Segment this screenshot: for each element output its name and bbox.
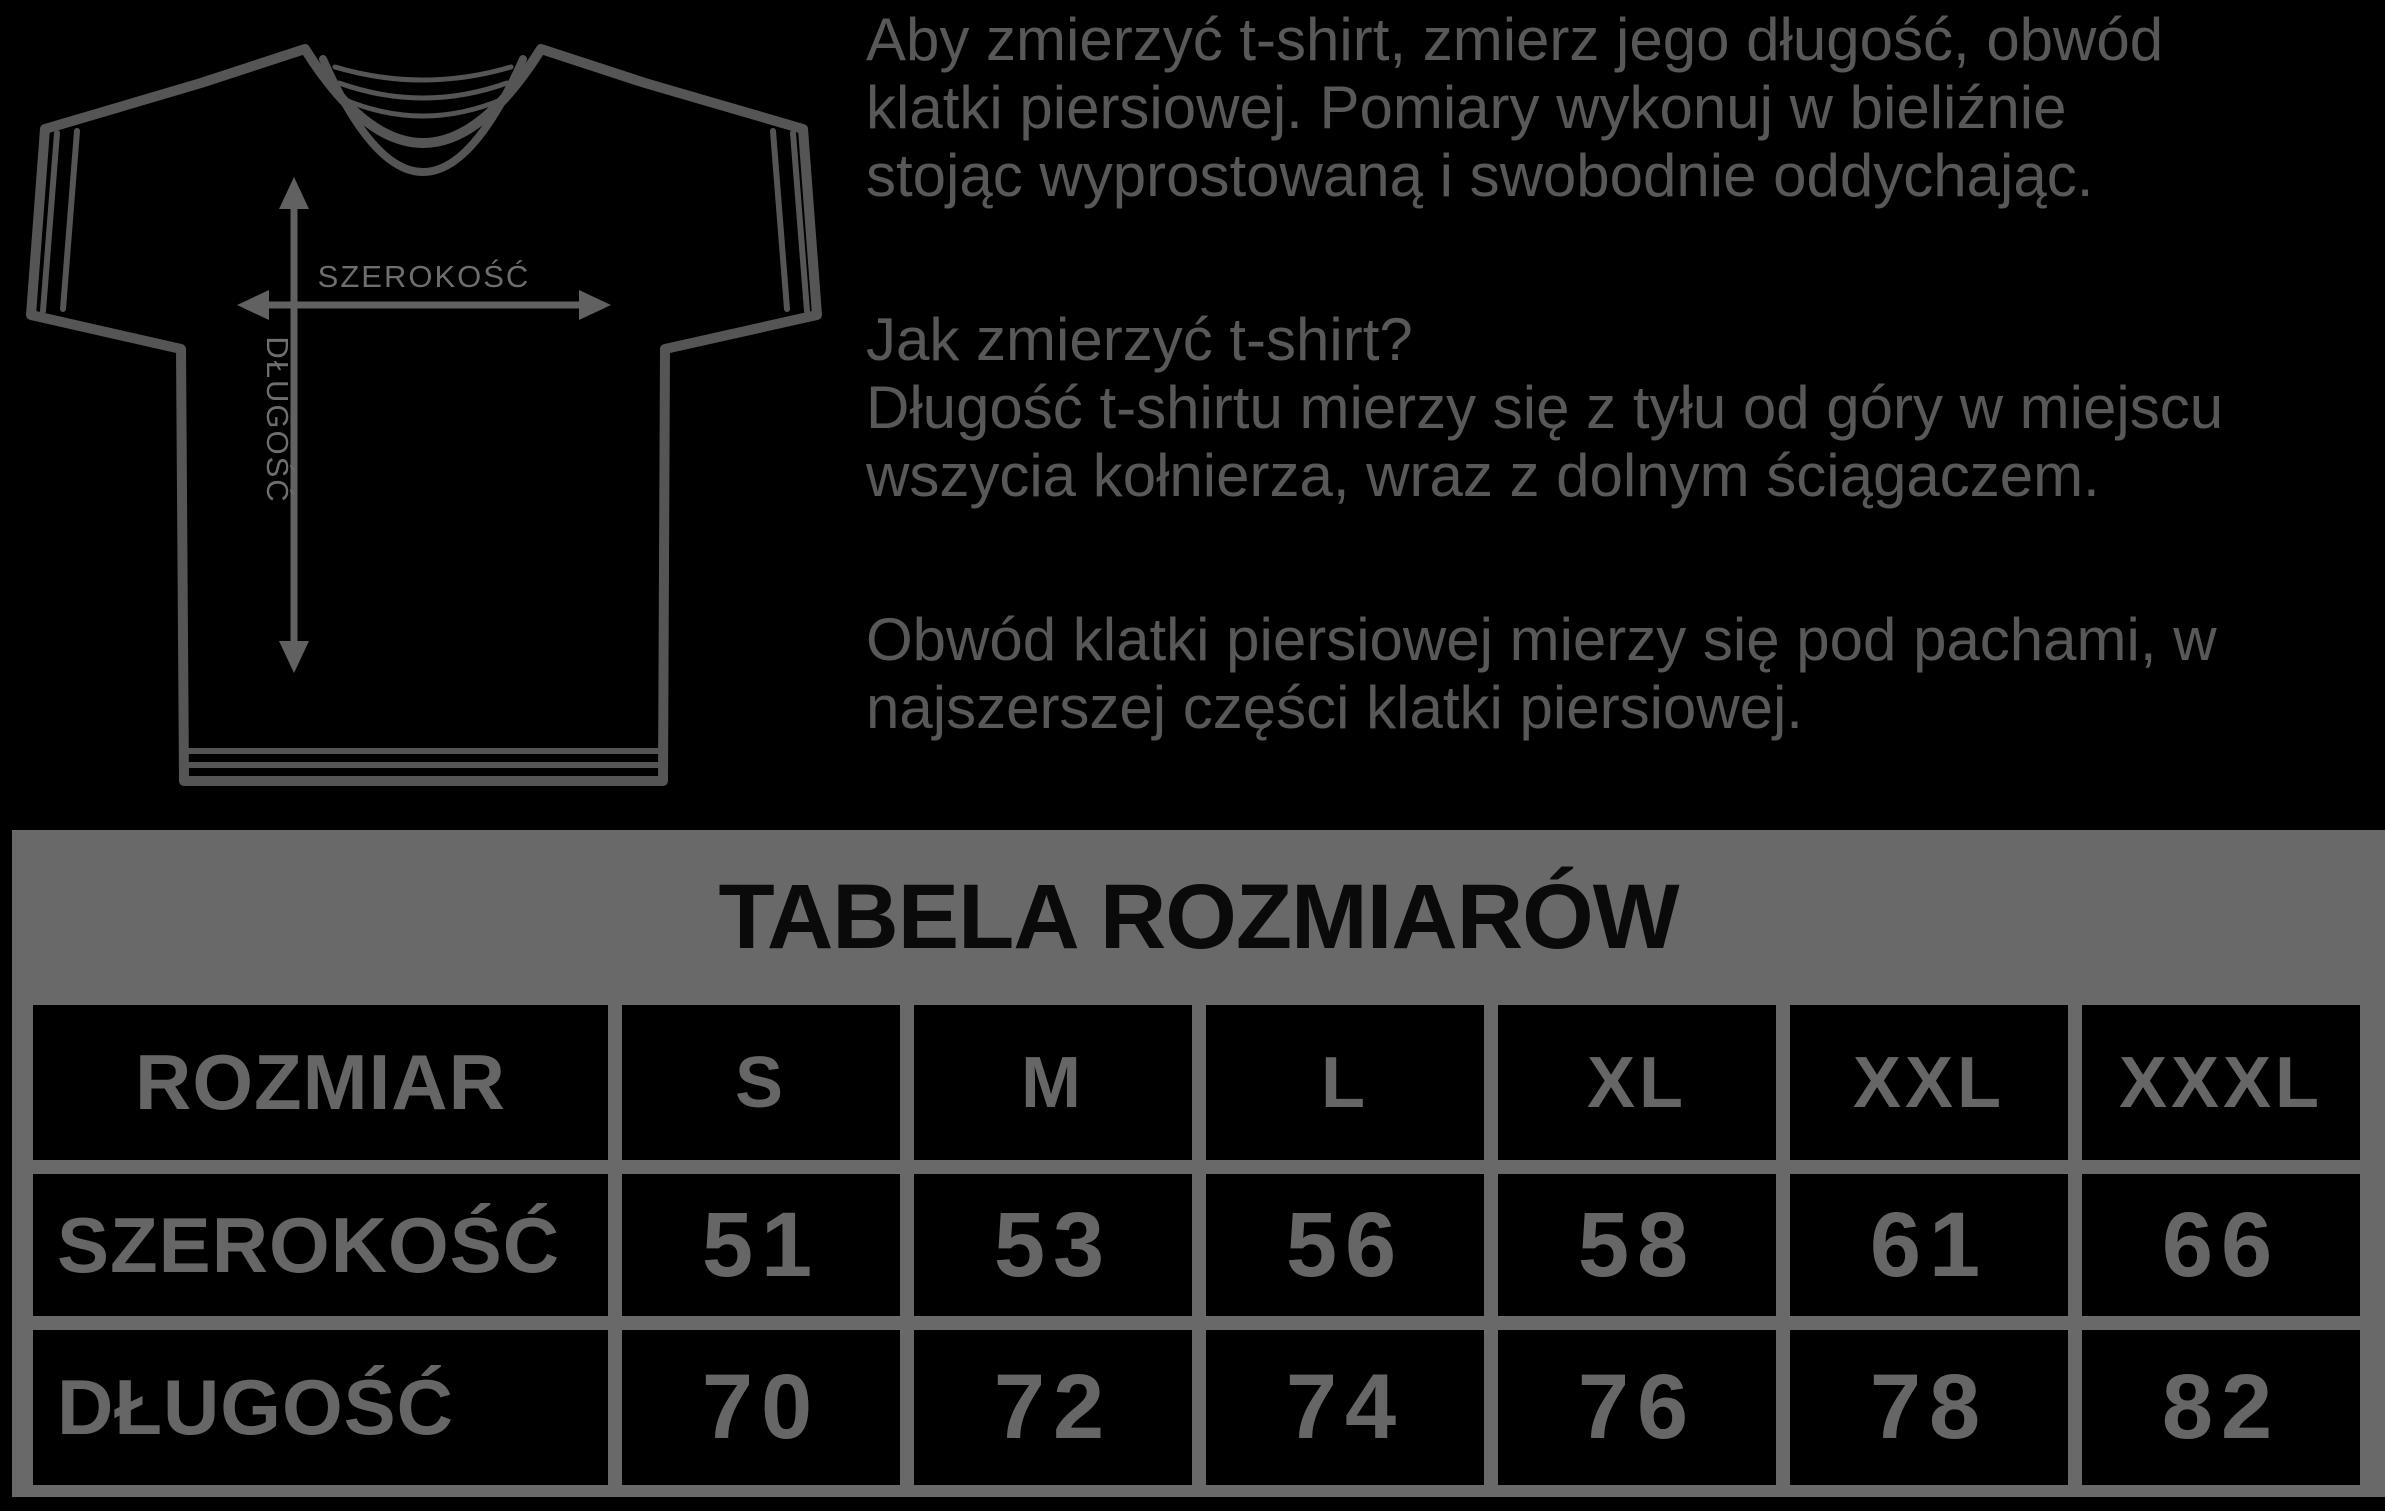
- column-header-rozmiar: ROZMIAR: [33, 1005, 608, 1160]
- collar-ribbing: [335, 67, 511, 116]
- size-header-xl: XL: [1498, 1005, 1776, 1160]
- size-table: [12, 830, 2385, 1497]
- length-value-xxl: 78: [1790, 1330, 2068, 1485]
- intro-line-1: Aby zmierzyć t-shirt, zmierz jego długość, obwód: [866, 6, 2164, 73]
- measurement-instructions: [866, 6, 2385, 742]
- length-value-s: 70: [622, 1330, 900, 1485]
- row-label-dlugosc: DŁUGOŚĆ: [33, 1330, 608, 1485]
- size-header-xxxl: XXXL: [2082, 1005, 2360, 1160]
- size-header-s: S: [622, 1005, 900, 1160]
- intro-paragraph: [866, 6, 2385, 210]
- width-value-xxl: 61: [1790, 1174, 2068, 1316]
- length-value-l: 74: [1206, 1330, 1484, 1485]
- intro-line-2: klatki piersiowej. Pomiary wykonuj w bieliźnie: [866, 74, 2067, 141]
- length-value-xxxl: 82: [2082, 1330, 2360, 1485]
- tshirt-measurement-diagram: [5, 5, 845, 805]
- size-table-title: TABELA ROZMIARÓW: [718, 866, 1679, 968]
- chest-line-2: najszerszej części klatki piersiowej.: [866, 674, 1803, 741]
- width-value-xxxl: 66: [2082, 1174, 2360, 1316]
- width-value-l: 56: [1206, 1174, 1484, 1316]
- hem-stitching: [185, 751, 663, 765]
- size-table-grid: [33, 1005, 2360, 1485]
- how-to-line-2: Długość t-shirtu mierzy się z tyłu od góry w miejscu: [866, 374, 2224, 441]
- width-value-s: 51: [622, 1174, 900, 1316]
- width-value-m: 53: [914, 1174, 1192, 1316]
- chest-line-1: Obwód klatki piersiowej mierzy się pod pachami, w: [866, 606, 2217, 673]
- size-header-l: L: [1206, 1005, 1484, 1160]
- how-to-paragraph: [866, 306, 2385, 510]
- tshirt-outline: [31, 49, 817, 781]
- width-value-xl: 58: [1498, 1174, 1776, 1316]
- left-cuff-stitching: [43, 131, 77, 311]
- size-header-m: M: [914, 1005, 1192, 1160]
- how-to-line-3: wszycia kołnierza, wraz z dolnym ściągaczem.: [866, 442, 2100, 509]
- width-arrow-label: SZEROKOŚĆ: [317, 259, 531, 294]
- length-arrow-label: DŁUGOŚĆ: [260, 336, 295, 504]
- length-value-m: 72: [914, 1330, 1192, 1485]
- how-to-heading: Jak zmierzyć t-shirt?: [866, 306, 1413, 373]
- row-label-szerokosc: SZEROKOŚĆ: [33, 1174, 608, 1316]
- length-value-xl: 76: [1498, 1330, 1776, 1485]
- chest-paragraph: [866, 606, 2385, 742]
- intro-line-3: stojąc wyprostowaną i swobodnie oddychając.: [866, 142, 2094, 209]
- size-header-xxl: XXL: [1790, 1005, 2068, 1160]
